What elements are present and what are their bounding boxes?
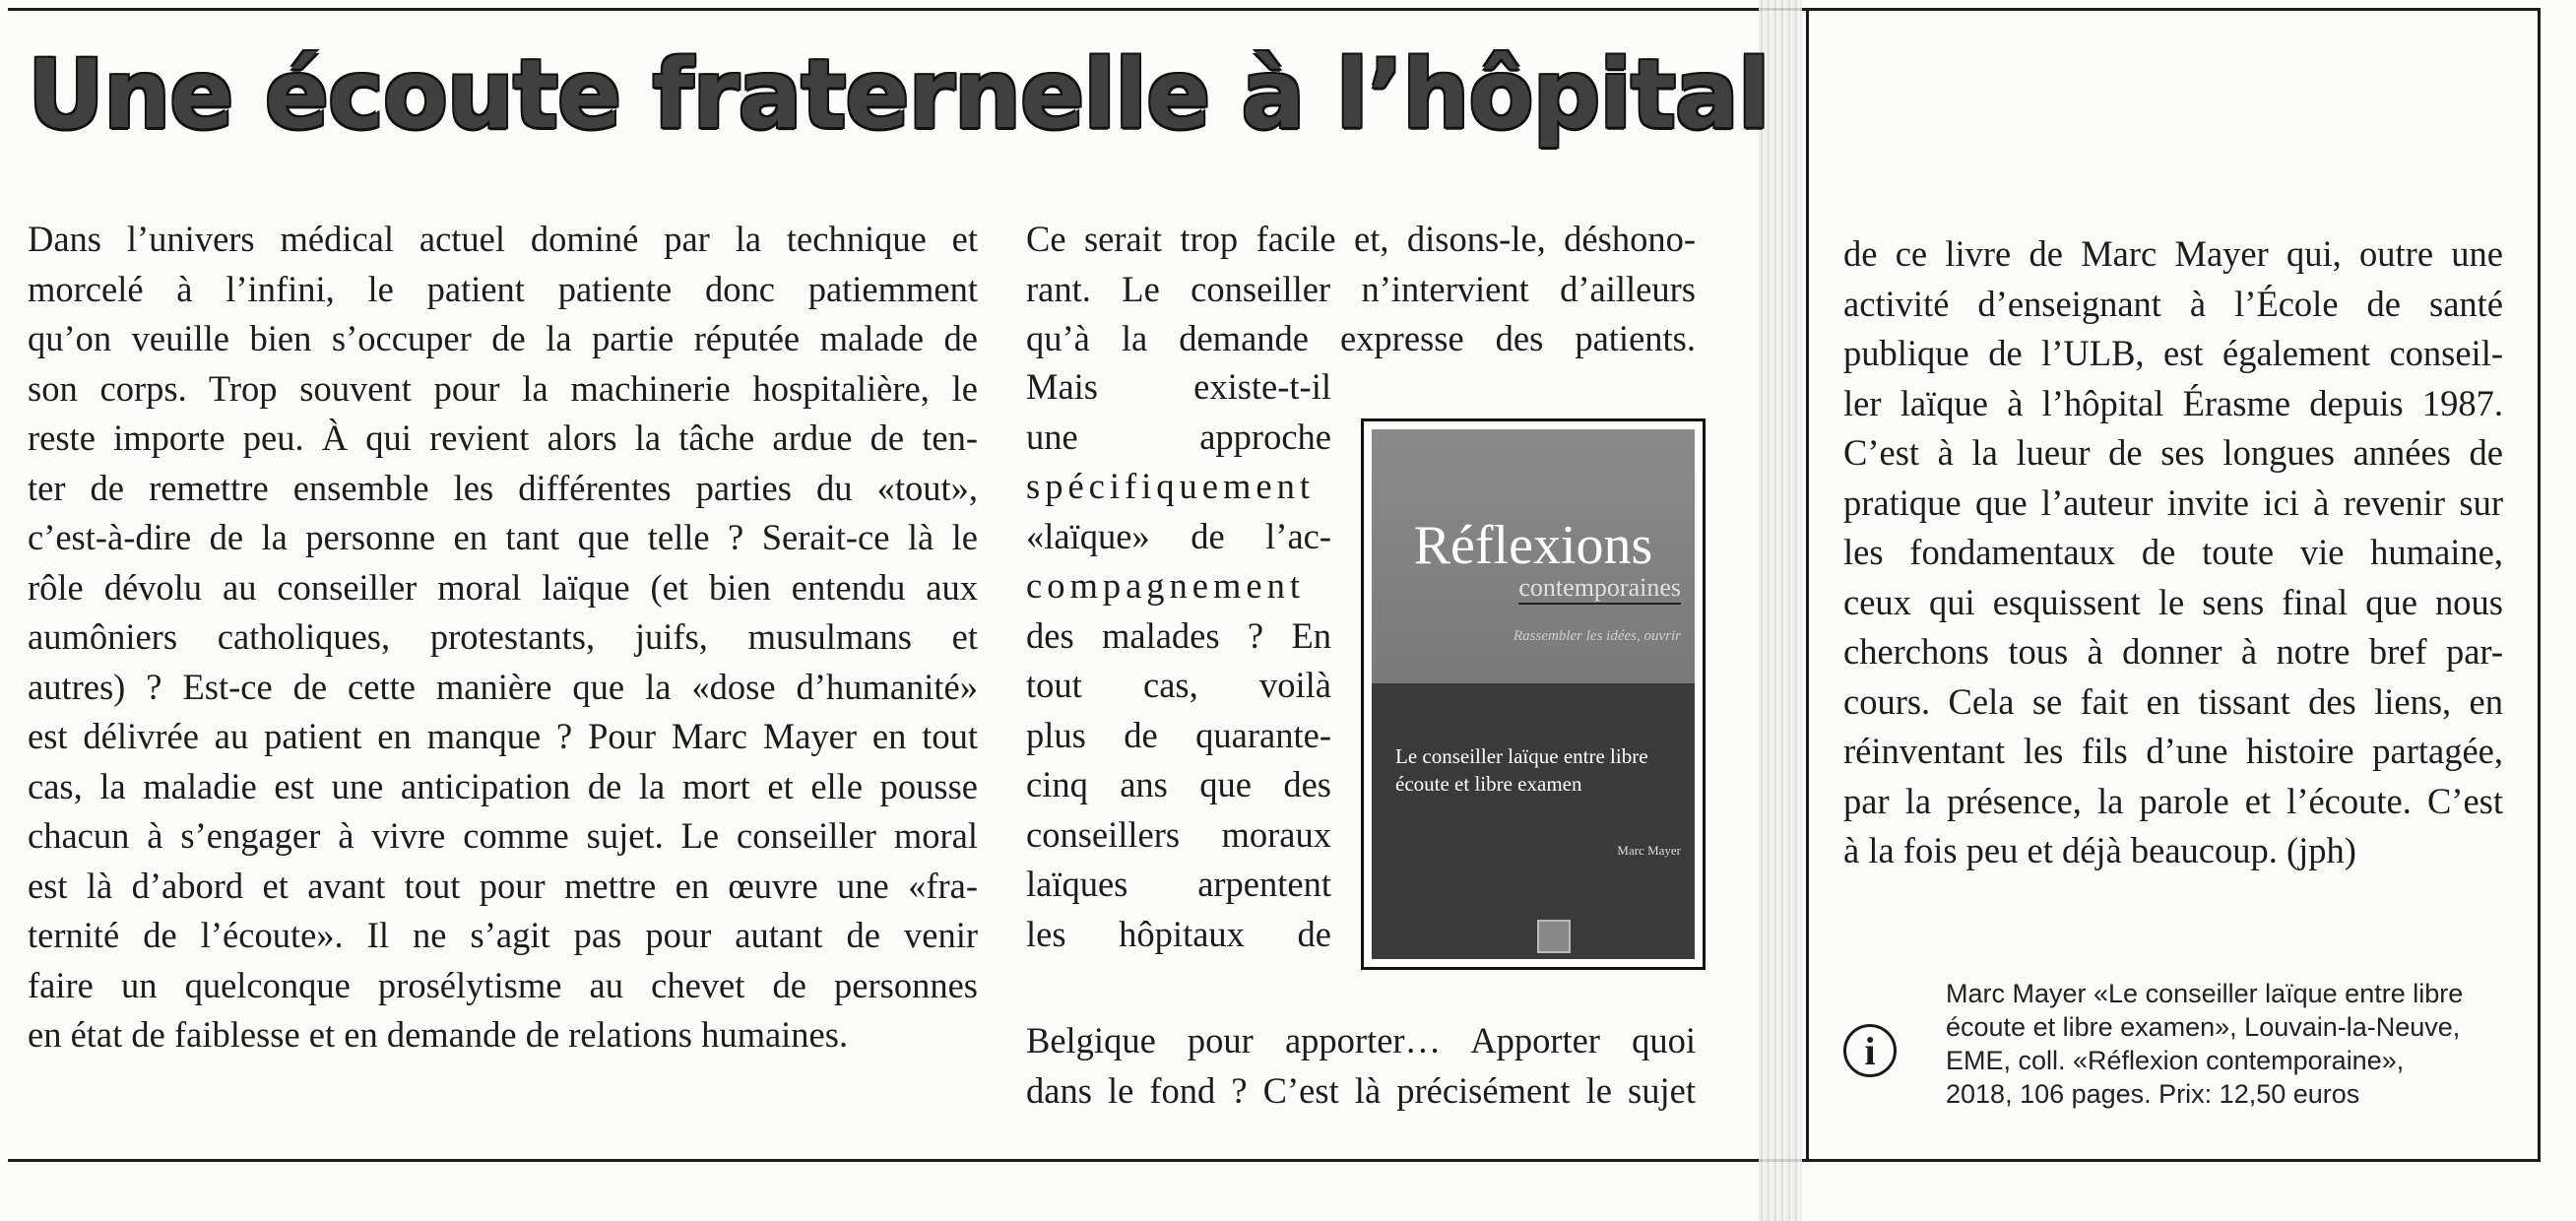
text-line: Dans l’univers médical actuel dominé par la technique et (28, 219, 978, 259)
text-line: faire un quelconque prosélytisme au chevet de personnes (28, 964, 978, 1005)
text-line: plus de quarante- (1026, 714, 1331, 755)
book-reference (1946, 977, 2527, 1111)
column-2-top (1026, 215, 1696, 364)
text-line: chacun à s’engager à vivre comme sujet. Le conseiller moral (28, 815, 978, 856)
column-1-text (28, 215, 978, 1060)
column-3-text (1843, 229, 2503, 876)
text-line: «laïque» de l’ac- (1026, 515, 1331, 556)
text-line: morcelé à l’infini, le patient patiente donc patiemment (28, 268, 978, 309)
cover-tagline: Rassembler les idées, ouvrir (1513, 628, 1681, 644)
column-2-wrap-text (1026, 362, 1331, 959)
text-line: réinventant les fils d’une histoire partagée, (1843, 731, 2503, 771)
book-cover-art (1372, 429, 1695, 959)
text-line: ternité de l’écoute». Il ne s’agit pas pour autant de venir (28, 915, 978, 955)
text-line: les fondamentaux de toute vie humaine, (1843, 532, 2503, 572)
text-line: qu’à la demande expresse des patients. (1026, 318, 1696, 358)
text-line: Mais existe-t-il (1026, 366, 1331, 407)
text-line: publique de l’ULB, est également conseil- (1843, 333, 2503, 373)
reference-line: 2018, 106 pages. Prix: 12,50 euros (1946, 1079, 2360, 1109)
text-line: spécifiquement (1026, 466, 1315, 506)
reference-line: EME, coll. «Réflexion contemporaine», (1946, 1046, 2405, 1075)
text-line: des malades ? En (1026, 614, 1331, 656)
text-line: aumôniers catholiques, protestants, juifs, musulmans et (28, 616, 978, 657)
text-line: rant. Le conseiller n’intervient d’ailleurs (1026, 268, 1696, 309)
reference-line: écoute et libre examen», Louvain-la-Neuve, (1946, 1012, 2461, 1042)
text-line: compagnement (1026, 565, 1305, 606)
text-line: en état de faiblesse et en demande de relations humaines. (28, 1014, 849, 1055)
text-line: Ce serait trop facile et, disons-le, déshono- (1026, 219, 1696, 259)
text-line: son corps. Trop souvent pour la machinerie hospitalière, le (28, 367, 978, 409)
text-line: pratique que l’auteur invite ici à revenir sur (1843, 482, 2503, 523)
cover-series: Réflexions (1413, 515, 1653, 576)
text-line: cas, la maladie est une anticipation de la mort et elle pousse (28, 765, 978, 806)
column-2-wrap (1026, 362, 1331, 959)
text-line: reste importe peu. À qui revient alors la tâche ardue de ten- (28, 418, 978, 458)
text-line: les hôpitaux de (1026, 913, 1331, 954)
text-line: ter de remettre ensemble les différentes parties du «tout», (28, 467, 978, 508)
text-line: à la fois peu et déjà beaucoup. (jph) (1843, 830, 2356, 870)
column-2-bottom-text (1026, 1016, 1696, 1116)
cover-series-sub: contemporaines (1518, 573, 1681, 605)
text-line: par la présence, la parole et l’écoute. C’est (1843, 780, 2503, 821)
text-line: Belgique pour apporter… Apporter quoi (1026, 1020, 1696, 1060)
text-line: conseillers moraux (1026, 813, 1331, 855)
column-2-top-text (1026, 215, 1696, 364)
text-line: autres) ? Est-ce de cette manière que la «dose d’humanité» (28, 666, 978, 707)
publisher-logo-icon (1537, 920, 1571, 953)
column-3 (1843, 229, 2503, 876)
text-line: cours. Cela se fait en tissant des liens, en (1843, 680, 2503, 722)
text-line: une approche (1026, 416, 1331, 457)
text-line: cinq ans que des (1026, 764, 1331, 804)
book-cover (1361, 418, 1706, 970)
text-line: rôle dévolu au conseiller moral laïque (et bien entendu aux (28, 566, 978, 608)
text-line: C’est à la lueur de ses longues années de (1843, 432, 2503, 473)
cover-author: Marc Mayer (1617, 843, 1681, 858)
text-line: est là d’abord et avant tout pour mettre en œuvre une «fra- (28, 865, 978, 906)
text-line: cherchons tous à donner à notre bref par- (1843, 631, 2503, 672)
text-line: activité d’enseignant à l’École de santé (1843, 283, 2503, 324)
text-line: tout cas, voilà (1026, 665, 1331, 705)
text-line: est délivrée au patient en manque ? Pour Marc Mayer en tout (28, 716, 978, 756)
cover-book-title: Le conseiller laïque entre libre écoute et libre examen (1395, 744, 1648, 796)
text-line: dans le fond ? C’est là précisément le sujet (1026, 1069, 1696, 1111)
column-2-bottom (1026, 1016, 1696, 1116)
page-fold (1759, 0, 1802, 1221)
book-info-box (1843, 977, 2523, 1134)
article-title: Une écoute fraternelle à l’hôpital (28, 39, 1770, 150)
text-line: qu’on veuille bien s’occuper de la partie réputée malade de (28, 318, 978, 358)
text-line: ler laïque à l’hôpital Érasme depuis 1987. (1843, 382, 2503, 423)
info-icon: i (1843, 1024, 1897, 1077)
column-1 (28, 215, 978, 1060)
text-line: de ce livre de Marc Mayer qui, outre une (1843, 233, 2503, 274)
text-line: c’est-à-dire de la personne en tant que telle ? Serait-ce là le (28, 517, 978, 557)
text-line: laïques arpentent (1026, 864, 1331, 904)
text-line: ceux qui esquissent le sens final que nous (1843, 581, 2503, 622)
cover-bottom-band (1372, 683, 1695, 959)
reference-line: Marc Mayer «Le conseiller laïque entre libre (1946, 979, 2464, 1008)
